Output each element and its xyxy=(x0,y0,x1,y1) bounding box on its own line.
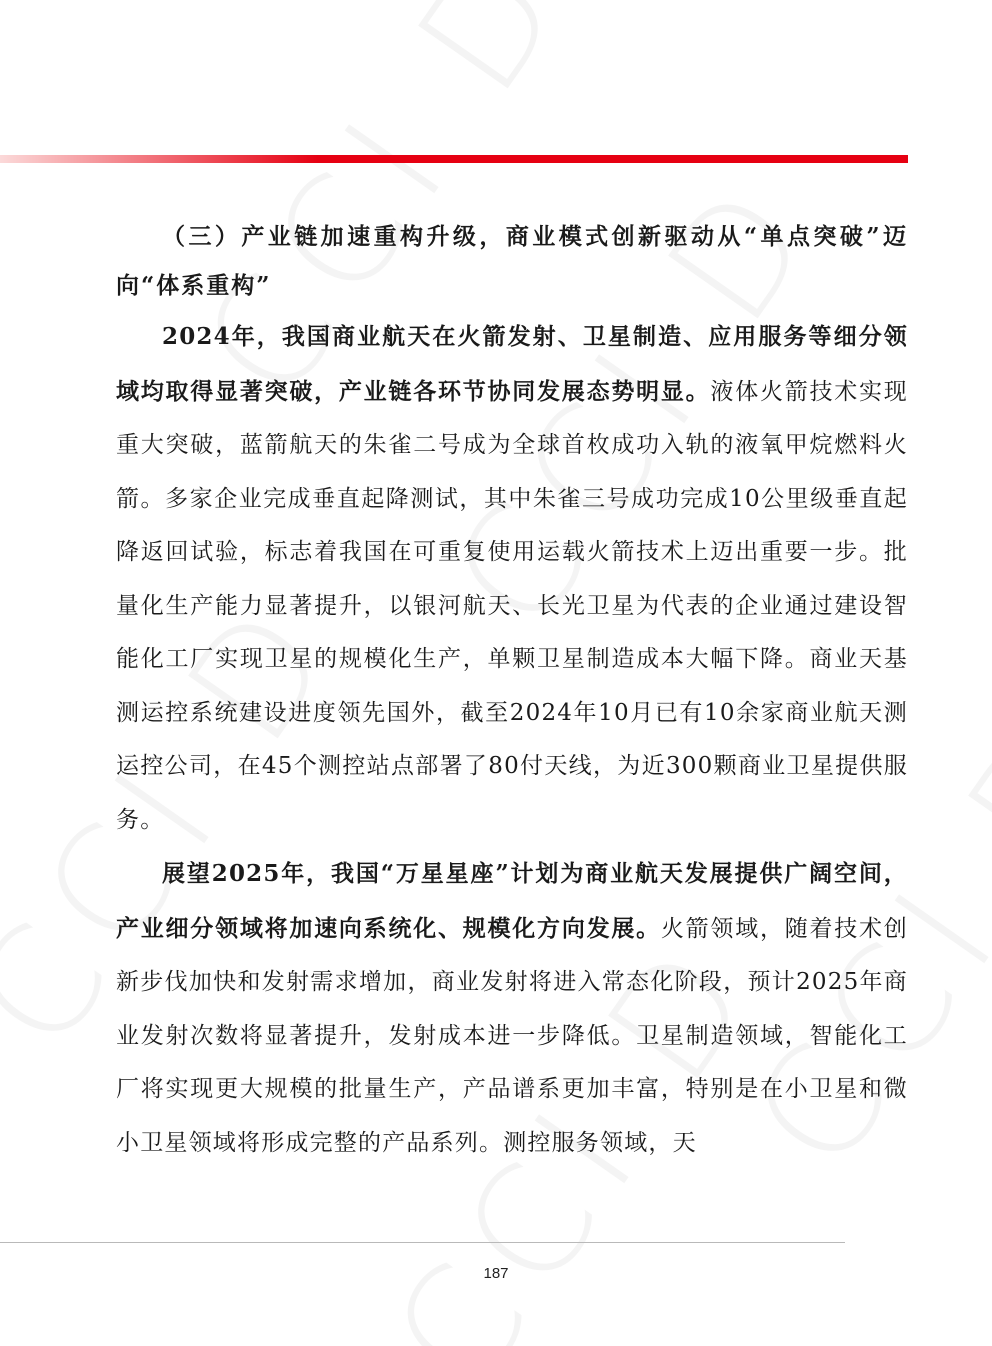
paragraph xyxy=(116,310,908,847)
header-red-bar xyxy=(0,155,908,163)
page-number: 187 xyxy=(483,1265,509,1282)
page-body xyxy=(116,212,908,1170)
paragraph-text: 液体火箭技术实现重大突破，蓝箭航天的朱雀二号成为全球首枚成功入轨的液氧甲烷燃料火箭。多家企业完成垂直起降测试，其中朱雀三号成功完成10公里级垂直起降返回试验，标志着我国在可重复使用运载火箭技术上迈出重要一步。批量化生产能力显著提升，以银河航天、长光卫星为代表的企业通过建设智能化工厂实现卫星的规模化生产，单颗卫星制造成本大幅下降。商业天基测运控系统建设进度领先国外，截至2024年10月已有10余家商业航天测运控公司，在45个测控站点部署了80付天线，为近300颗商业卫星提供服务。 xyxy=(116,378,908,833)
paragraph-lead: 展望2025年，我国“万星星座”计划为商业航天发展提供广阔空间，产业细分领域将加速向系统化、规模化方向发展。 xyxy=(116,860,908,942)
paragraph-text: 火箭领域，随着技术创新步伐加快和发射需求增加，商业发射将进入常态化阶段，预计2025年商业发射次数将显著提升，发射成本进一步降低。卫星制造领域，智能化工厂将实现更大规模的批量生产，产品谱系更加丰富，特别是在小卫星和微小卫星领域将形成完整的产品系列。测控服务领域，天 xyxy=(116,915,908,1156)
paragraph xyxy=(116,847,908,1170)
paragraph-lead: 2024年，我国商业航天在火箭发射、卫星制造、应用服务等细分领域均取得显著突破，产业链各环节协同发展态势明显。 xyxy=(116,323,908,405)
footer-divider xyxy=(0,1242,845,1243)
section-heading: （三）产业链加速重构升级，商业模式创新驱动从“单点突破”迈向“体系重构” xyxy=(116,223,908,299)
